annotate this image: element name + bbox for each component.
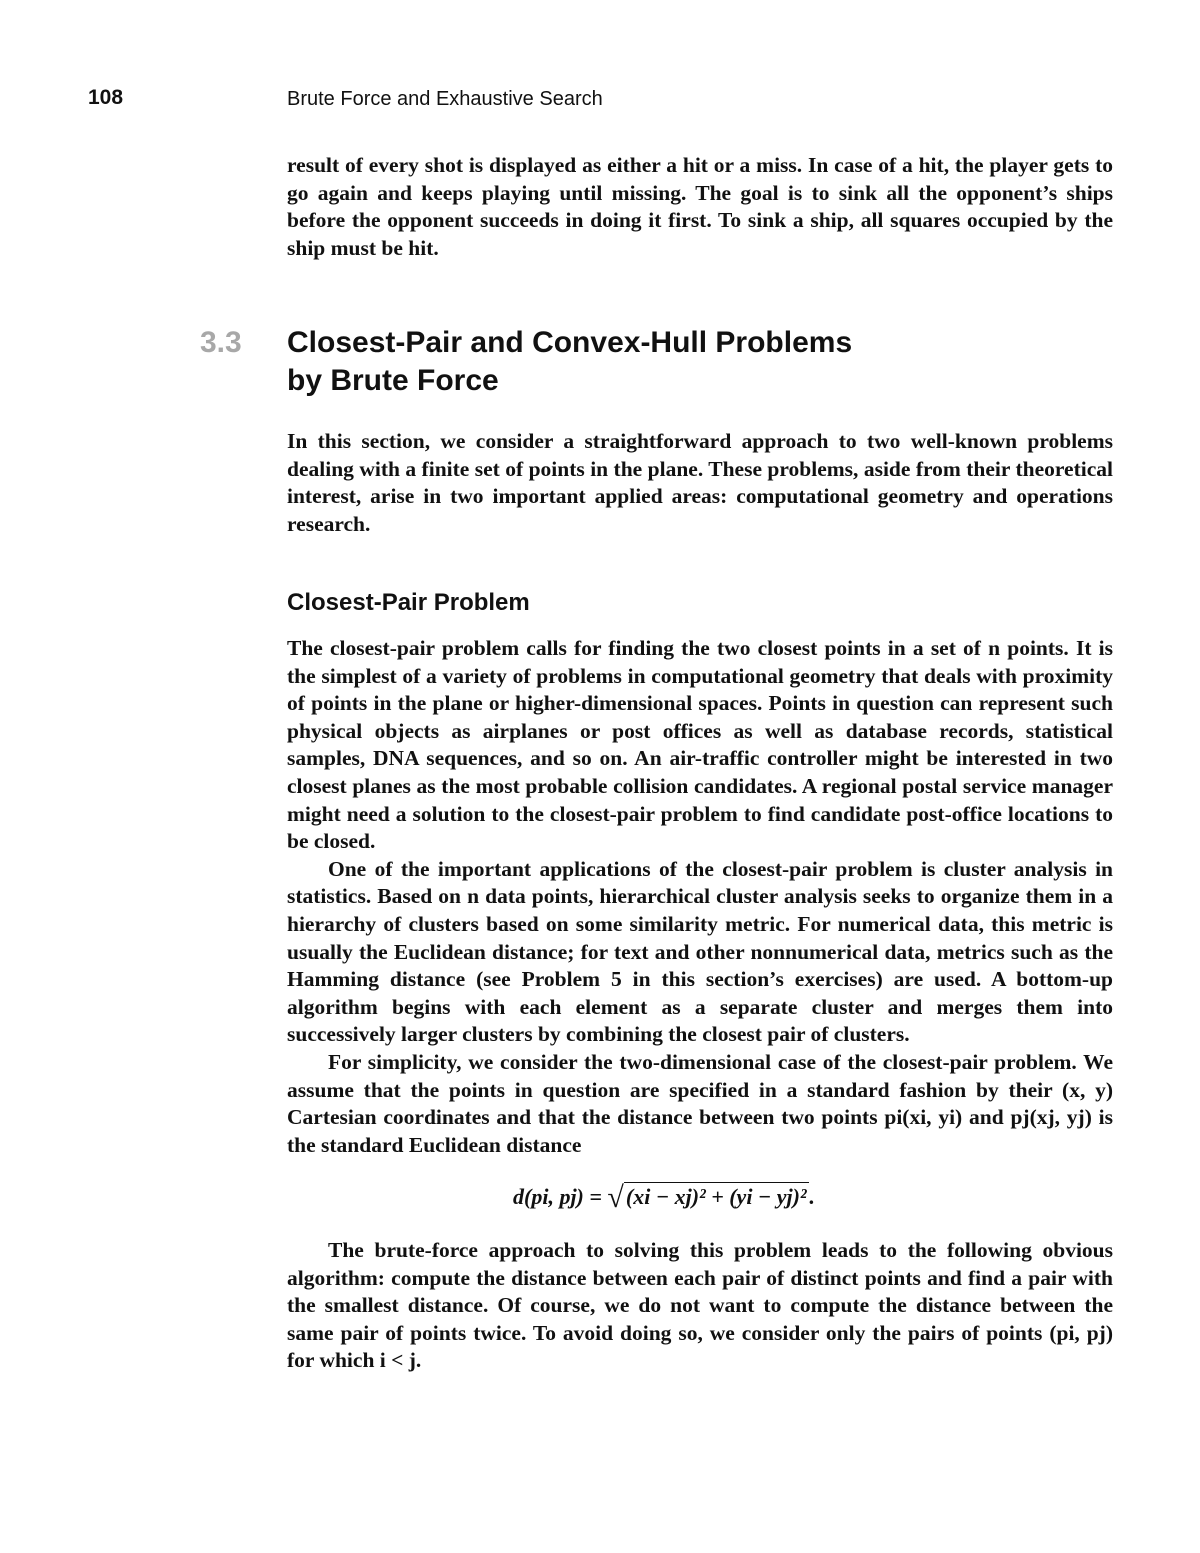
subsection-title: Closest-Pair Problem	[287, 589, 530, 616]
section-number: 3.3	[200, 326, 242, 359]
paragraph-cluster-analysis: One of the important applications of the closest-pair problem is cluster analysis in statistics. Based on n data points, hierarchical cluster analysis seeks to organize them in a hierarchy of clusters based on some similarity metric. For numerical data, this metric is usually the Euclidean distance; for text and other nonnumerical data, metrics such as the Hamming distance (see Problem 5 in this section’s exercises) are used. A bottom-up algorithm begins with each element as a separate cluster and merges them into successively larger clusters by combining the closest pair of clusters.	[287, 856, 1113, 1047]
running-head: Brute Force and Exhaustive Search	[287, 88, 603, 110]
subsection-body	[287, 635, 1113, 1159]
section-title-line2: by Brute Force	[287, 364, 499, 397]
paragraph-two-dimensional: For simplicity, we consider the two-dimensional case of the closest-pair problem. We assume that the points in question are specified in a standard fashion by their (x, y) Cartesian coordinates and that the distance between two points pi(xi, yi) and pj(xj, yj) is the standard Euclidean distance	[287, 1049, 1113, 1157]
section-intro: In this section, we consider a straightforward approach to two well-known problems dealing with a finite set of points in the plane. These problems, aside from their theoretical interest, arise in two important applied areas: computational geometry and operations research.	[287, 429, 1113, 536]
distance-formula-visible	[513, 1181, 814, 1215]
section-title	[287, 324, 1117, 400]
paragraph-brute-force-approach: The brute-force approach to solving this problem leads to the following obvious algorithm: compute the distance between each pair of distinct points and find a pair with the smallest distance. Of course, we do not want to compute the distance between the same pair of points twice. To avoid doing so, we consider only the pairs of points (pi, pj) for which i < j.	[287, 1238, 1113, 1373]
formula-lhs-text: d(pi, pj) =	[513, 1184, 602, 1209]
section-title-line1: Closest-Pair and Convex-Hull Problems	[287, 326, 853, 359]
formula-radicand: (xi − xj)² + (yi − yj)²	[625, 1184, 807, 1209]
sqrt-symbol: √(xi − xj)² + (yi − yj)²	[607, 1181, 807, 1214]
formula-period: .	[808, 1184, 815, 1209]
page-number: 108	[88, 86, 124, 109]
formula-lhs	[513, 1184, 602, 1209]
paragraph-closest-pair-intro: The closest-pair problem calls for finding the two closest points in a set of n points. It is the simplest of a variety of problems in computational geometry that deals with proximity of points in the plane or higher-dimensional spaces. Points in question can represent such physical objects as airplanes or post offices as well as database records, statistical samples, DNA sequences, and so on. An air-traffic controller might be interested in two closest planes as the most probable collision candidates. A regional postal service manager might need a solution to the closest-pair problem to find candidate post-office locations to be closed.	[287, 636, 1113, 854]
intro-paragraph: result of every shot is displayed as either a hit or a miss. In case of a hit, the player gets to go again and keeps playing until missing. The goal is to sink all the opponent’s ships before the opponent succeeds in doing it first. To sink a ship, all squares occupied by the ship must be hit.	[287, 153, 1113, 260]
